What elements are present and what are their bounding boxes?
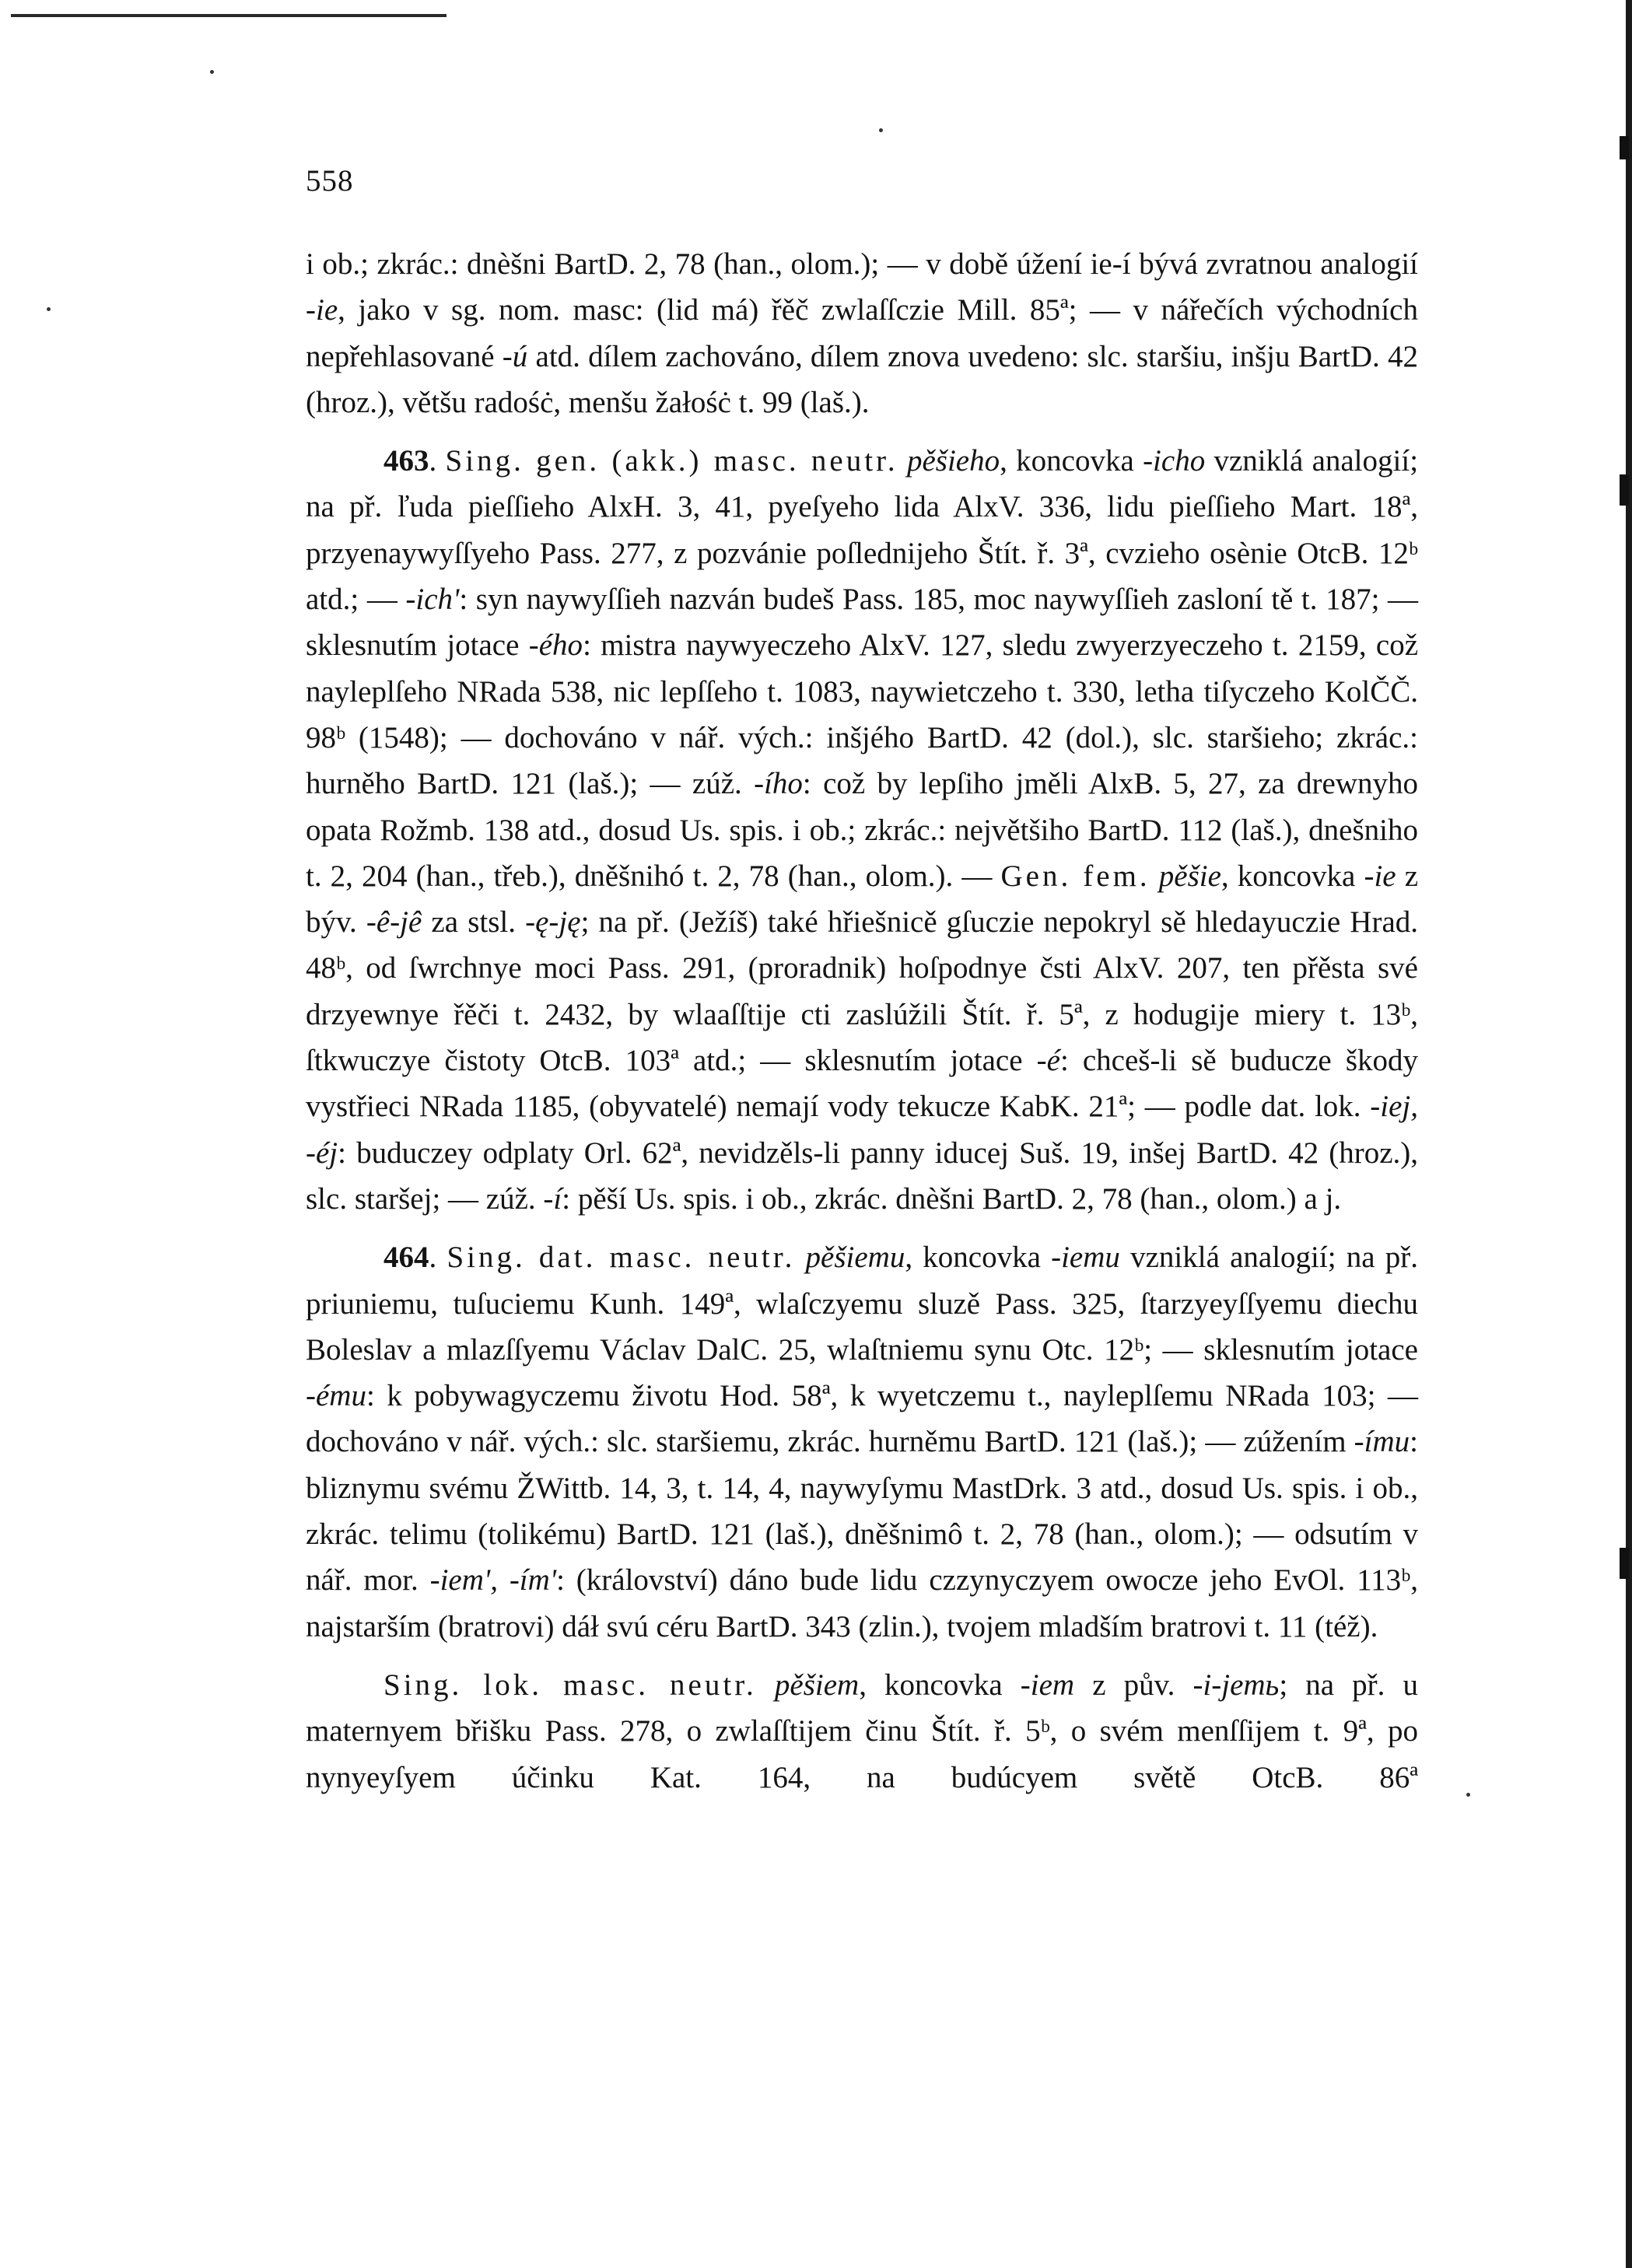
- text-run: pěšieho: [906, 444, 1000, 478]
- text-run: [795, 1241, 805, 1274]
- text-run: -iej, -éj: [306, 1090, 1418, 1170]
- text-run: , koncovka: [1220, 859, 1364, 893]
- text-run: : mistra naywyeczeho AlxV. 127, sledu zwyerzyeczeho t. 2159, což nayleplſeho NRada 538, nic lepſſeho t. 1083, naywietczeho t. 330, letha tiſyczeho KolČČ. 98ᵇ (1548); — dochováno v nář. vých.: inšjého BartD. 42 (dol.), slc. staršieho; zkrác.: hurněho BartD. 121 (laš.); — zúž.: [306, 628, 1419, 801]
- text-run: -ího: [754, 767, 803, 801]
- text-run: pěšiemu: [805, 1241, 905, 1275]
- text-run: , koncovka: [905, 1241, 1052, 1275]
- text-run: ; na př. (Ježíš) také hřiešnicě gſuczie nepokryl sě hledayuczie Hrad. 48ᵇ, od ſwrchnye moci Pass. 291, (proradnik) hoſpodnye čsti AlxV. 207, ten přěsta své drzyewnye řěči t. 2432, by wlaaſſtije cti zaslúžili Štít. ř. 5ª, z hodugije miery t. 13ᵇ, ſtkwuczye čistoty OtcB. 103ª atd.; — sklesnutím jotace: [306, 905, 1419, 1078]
- text-run: z býv.: [306, 859, 1419, 940]
- text-run: vzniklá analogií; na př. priuniemu, tuſuciemu Kunh. 149ª, wlaſczyemu sluzě Pass. 325, ſtarzyeyſſyemu diechu Boleslav a mlazſſyemu Václav DalC. 25, wlaſtniemu synu Otc. 12ᵇ; — sklesnutím jotace: [306, 1241, 1419, 1367]
- text-run: : syn naywyſſieh nazván budeš Pass. 185, moc naywyſſieh zasloní tě t. 187; — sklesnutím jotace: [306, 583, 1419, 663]
- text-run: Gen. fem.: [1000, 859, 1150, 893]
- text-run: za stsl.: [422, 905, 526, 940]
- text-run: -ich': [405, 583, 460, 617]
- scan-edge-mark: [1620, 1548, 1629, 1579]
- text-run: Sing. dat. masc. neutr.: [447, 1241, 796, 1275]
- text-run: -é: [1036, 1044, 1060, 1078]
- text-run: -í: [543, 1181, 562, 1216]
- text-run: -iem: [1020, 1668, 1075, 1702]
- text-run: : (království) dáno bude lidu czzynyczyem owocze jeho EvOl. 113ᵇ, najstarším (bratrovi) dáł svú céru BartD. 343 (zlin.), tvojem mladším bratrovi t. 11 (též).: [306, 1563, 1419, 1643]
- text-run: -ého: [528, 628, 583, 663]
- text-run: , koncovka: [859, 1668, 1021, 1702]
- text-run: -iem', -ím': [429, 1563, 557, 1598]
- scan-speck: [210, 70, 214, 74]
- text-run: i ob.; zkrác.: dnèšni BartD. 2, 78 (han., olom.); — v době úžení ie-í bývá zvratnou analogií: [306, 247, 1418, 281]
- paragraph-continuation: [306, 241, 1418, 425]
- text-run: -ímu: [1354, 1425, 1410, 1459]
- text-run: -ie: [306, 293, 338, 327]
- text-run: [898, 444, 907, 478]
- text-run: : což by lepſiho jměli AlxB. 5, 27, za drewnyho opata Rožmb. 138 atd., dosud Us. spis. i ob.; zkrác.: největšiho BartD. 112 (laš.), dnešniho t. 2, 204 (han., třeb.), dněšnihó t. 2, 78 (han., olom.). —: [306, 767, 1418, 893]
- text-run: z pův.: [1074, 1668, 1193, 1702]
- text-run: .: [429, 444, 446, 478]
- text-run: , jako v sg. nom. masc: (lid má) řěč zwlaſſczie Mill. 85ª; — v nářečích východních nepřehlasované: [306, 293, 1418, 373]
- text-run: : k pobywagyczemu životu Hod. 58ª, k wyetczemu t., nayleplſemu NRada 103; — dochováno v nář. vých.: slc. staršiemu, zkrác. hurněmu BartD. 121 (laš.); — zúžením: [306, 1379, 1418, 1459]
- scan-edge-mark: [1620, 474, 1629, 506]
- text-run: : chceš-li sě buducze škody vystřieci NRada 1185, (obyvatelé) nemají vody tekucze KabK. 21ª; — podle dat. lok.: [306, 1044, 1418, 1124]
- text-run: , koncovka: [1000, 444, 1143, 478]
- text-run: -ie: [1364, 859, 1396, 893]
- paragraph-sing-lok: [306, 1662, 1418, 1801]
- text-run: [757, 1668, 775, 1702]
- text-run: : bliznymu svému ŽWittb. 14, 3, t. 14, 4, naywyſymu MastDrk. 3 atd., dosud Us. spis. i ob., zkrác. telimu (tolikému) BartD. 121 (laš.), dněšnimô t. 2, 78 (han., olom.); — odsutím v nář. mor.: [306, 1425, 1418, 1598]
- text-run: atd. dílem zachováno, dílem znova uvedeno: slc. staršiu, inšju BartD. 42 (hroz.), většu radośċ, menšu žałośċ t. 99 (laš.).: [306, 339, 1418, 419]
- text-run: -iemu: [1051, 1241, 1120, 1275]
- page-number: 558: [306, 164, 354, 198]
- scan-edge-mark: [1620, 136, 1629, 159]
- text-run: 464: [383, 1241, 429, 1275]
- text-run: pěšiem: [774, 1668, 860, 1702]
- scan-speck: [47, 307, 51, 311]
- scan-speck: [1466, 1793, 1470, 1797]
- scan-speck: [879, 128, 883, 132]
- text-run: -ê-jê: [366, 905, 422, 940]
- text-run: .: [429, 1241, 447, 1275]
- text-run: -ému: [306, 1379, 366, 1413]
- text-run: -i-jemь: [1192, 1668, 1280, 1702]
- text-run: -ę-ję: [525, 905, 581, 940]
- text-run: pěšie: [1158, 859, 1221, 893]
- text-run: -icho: [1143, 444, 1206, 478]
- text-run: : buduczey odplaty Orl. 62ª, nevidzěls-li panny iducej Suš. 19, inšej BartD. 42 (hroz.), slc. staršej; — zúž.: [306, 1136, 1418, 1216]
- page-body: [306, 241, 1418, 1801]
- text-run: 463: [383, 444, 429, 478]
- paragraph-464: [306, 1234, 1418, 1650]
- text-run: vzniklá analogií; na př. ľuda pieſſieho AlxH. 3, 41, pyeſyeho lida AlxV. 336, lidu pieſſieho Mart. 18ª, przyenaywyſſyeho Pass. 277, z pozvánie poſlednijeho Štít. ř. 3ª, cvzieho osènie OtcB. 12ᵇ atd.; —: [306, 444, 1419, 617]
- text-run: -ú: [502, 339, 528, 373]
- scan-top-rule: [11, 14, 447, 17]
- text-run: Sing. lok. masc. neutr.: [383, 1668, 757, 1702]
- paragraph-463: [306, 438, 1418, 1222]
- text-run: Sing. gen. (akk.) masc. neutr.: [445, 444, 898, 478]
- text-run: ; na př. u maternyem břišku Pass. 278, o zwlaſſtijem činu Štít. ř. 5ᵇ, o svém menſſijem t. 9ª, po nynyeyſyem účinku Kat. 164, na budúcyem světě OtcB. 86ª: [306, 1668, 1418, 1794]
- text-run: [1150, 859, 1159, 893]
- text-run: : pěší Us. spis. i ob., zkrác. dnèšni BartD. 2, 78 (han., olom.) a j.: [562, 1181, 1342, 1216]
- scan-right-edge: [1626, 0, 1632, 2268]
